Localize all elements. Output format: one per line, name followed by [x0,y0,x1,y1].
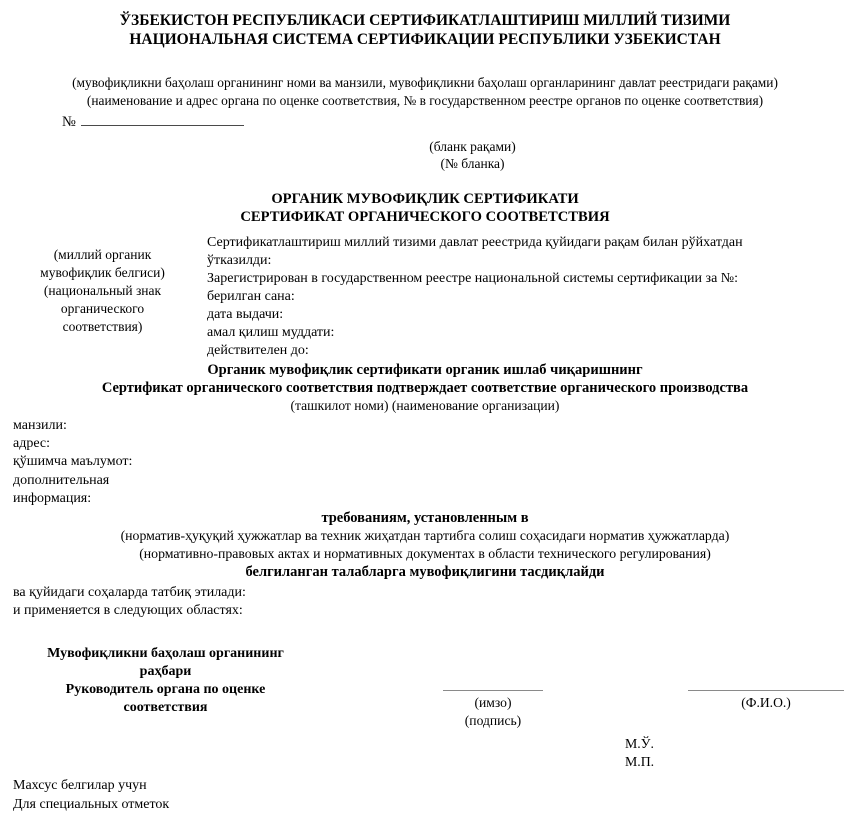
signature-section [0,645,850,735]
header-title-uz: ЎЗБЕКИСТОН РЕСПУБЛИКАСИ СЕРТИФИКАТЛАШТИРИШ МИЛЛИЙ ТИЗИМИ [119,12,731,29]
certificate-number-blank-line [81,112,244,126]
extra-info-label-ru-1: дополнительная [13,472,110,488]
blank-note-uz: (бланк рақами) [429,139,516,154]
requirements-intro-ru: требованиям, установленным в [321,510,529,527]
special-marks-ru: Для специальных отметок [13,796,170,812]
org-note-ru: (наименование и адрес органа по оценке соответствия, № в государственном реестре органов по оценке соответствия) [86,92,764,108]
applies-label-uz: ва қуйидаги соҳаларда татбиқ этилади: [13,585,246,601]
requirements-docs-ru: (нормативно-правовых актах и нормативных документах в области технического регулирования) [139,546,711,562]
applies-label-ru: и применяется в следующих областях: [13,603,243,619]
extra-info-label-uz: қўшимча маълумот: [13,454,133,470]
requirements-docs-uz: (норматив-ҳуқуқий ҳужжатлар ва техник жиҳатдан тартибга солиш соҳасидаги норматив ҳужжатларда) [120,528,730,544]
registration-section [0,234,850,360]
signature-label-ru: (подпись) [464,713,522,729]
signature-blank-line [443,690,543,691]
number-label: № [62,114,76,130]
requirements-outro-uz: белгиланган талабларга мувофиқлигини тасдиқлайди [245,564,605,581]
extra-info-label-ru-2: информация: [13,490,92,506]
certificate-number-row [62,112,850,132]
registration-line-uz-2: ўтказилди: [207,253,272,268]
certificate-title [0,191,850,226]
stamp-label-ru: М.П. [625,754,655,770]
requirements-section [0,509,850,581]
valid-until-label-uz: амал қилиш муддати: [207,325,335,340]
application-areas-block [13,584,850,620]
certificate-title-ru: СЕРТИФИКАТ ОРГАНИЧЕСКОГО СООТВЕТСТВИЯ [240,208,610,225]
registration-details [207,234,850,360]
national-organic-mark-label [0,234,190,360]
signatory-title-ru: Руководитель органа по оценке соответствия [65,682,266,716]
confirm-statement-uz: Органик мувофиқлик сертификати органик ишлаб чиқаришнинг [207,362,643,378]
organization-name-note: (ташкилот номи) (наименование организации) [290,398,560,413]
confirmation-statement [0,361,850,415]
stamp-label-uz: М.Ў. [625,736,654,752]
org-note-uz: (мувофиқликни баҳолаш органининг номи ва манзили, мувофиқликни баҳолаш органларининг давлат реестридаги рақами) [72,75,778,90]
address-block [13,417,850,508]
signature-field [443,690,543,730]
address-label-uz: манзили: [13,418,67,433]
registration-line-uz-1: Сертификатлаштириш миллий тизими давлат реестрида қуйидаги рақам билан рўйхатдан [207,235,743,250]
document-header [0,0,850,49]
issue-date-label-uz: берилган сана: [207,289,295,304]
confirm-statement-ru: Сертификат органического соответствия подтверждает соответствие органического производства [101,380,749,396]
signatory-title-uz: Мувофиқликни баҳолаш органининг раҳбари [47,646,284,680]
full-name-label: (Ф.И.О.) [741,695,791,711]
mark-label-ru: (национальный знак органического соответствия) [43,283,162,334]
special-marks-footer [13,777,850,813]
special-marks-uz: Махсус белгилар учун [13,778,147,794]
stamp-place [625,735,850,771]
org-description-note [0,74,850,109]
header-title-ru: НАЦИОНАЛЬНАЯ СИСТЕМА СЕРТИФИКАЦИИ РЕСПУБЛИКИ УЗБЕКИСТАН [129,31,721,48]
full-name-field [688,690,844,712]
address-label-ru: адрес: [13,436,51,452]
certificate-title-uz: ОРГАНИК МУВОФИҚЛИК СЕРТИФИКАТИ [271,191,579,207]
issue-date-label-ru: дата выдачи: [207,307,284,322]
blank-note-ru: (№ бланка) [440,156,505,171]
full-name-blank-line [688,690,844,691]
signatory-title [28,645,303,717]
mark-label-uz: (миллий органик мувофиқлик белгиси) [40,247,165,280]
signature-label-uz: (имзо) [474,695,512,711]
valid-until-label-ru: действителен до: [207,343,309,358]
blank-number-note [0,138,850,172]
registration-line-ru: Зарегистрирован в государственном реестре национальной системы сертификации за №: [207,271,739,286]
